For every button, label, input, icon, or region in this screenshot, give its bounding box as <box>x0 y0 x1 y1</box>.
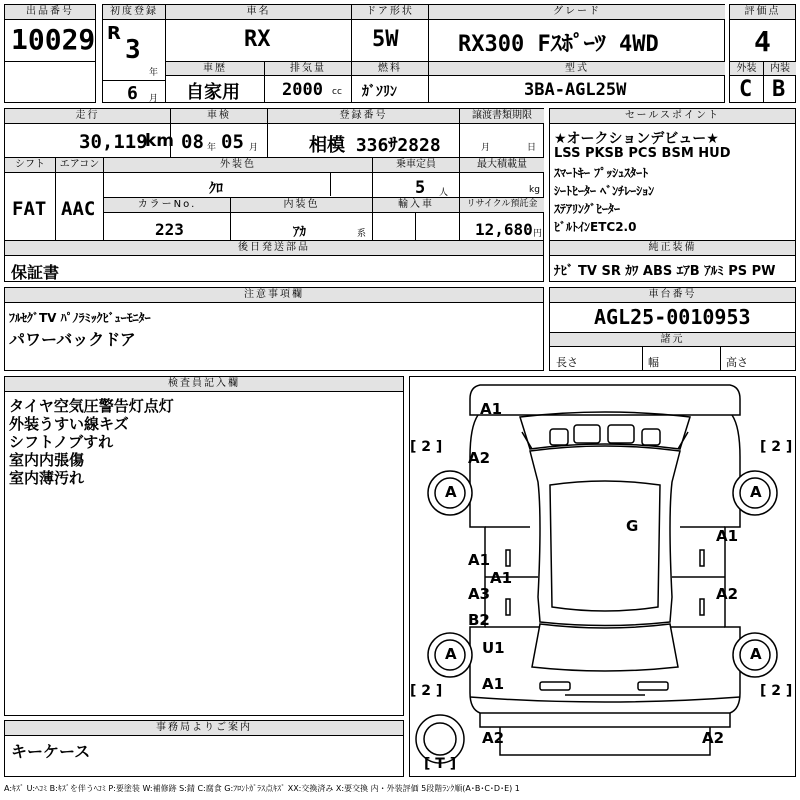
inspection-month-unit: 月 <box>249 143 259 153</box>
selling-point-line: ｽﾃｱﾘﾝｸﾞﾋｰﾀｰ <box>554 202 621 216</box>
car-details-box <box>165 61 725 103</box>
later-parts: 保証書 <box>11 263 60 282</box>
car-info-box <box>165 4 725 62</box>
mark-left-front-door: A1 <box>468 551 491 569</box>
max-load-header: 最大積載量 <box>460 158 544 173</box>
car-name-header: 車名 <box>166 5 351 20</box>
int-color-header: 内装色 <box>231 198 372 213</box>
door-type: 5W <box>372 27 399 52</box>
mark-left-rear-door: A3 <box>468 585 491 603</box>
fuel: ｶﾞｿﾘﾝ <box>362 84 397 100</box>
selling-point-line: ｽﾏｰﾄｷｰ ﾌﾟｯｼｭｽﾀｰﾄ <box>554 166 649 180</box>
transfer-header: 譲渡書類期限 <box>460 109 544 124</box>
mark-roof: G <box>626 517 639 535</box>
mark-right-rear-door: A2 <box>716 585 739 603</box>
selling-point-line: ﾋﾞﾙﾄｲﾝETC2.0 <box>554 220 637 234</box>
mark-left-front-door-b: A1 <box>490 569 513 587</box>
displacement: 2000 <box>282 80 323 100</box>
mileage-header: 走行 <box>5 109 170 124</box>
notes-header: 注意事項欄 <box>5 288 543 303</box>
mark-front-bumper: A1 <box>480 400 503 418</box>
model: 3BA-AGL25W <box>524 80 627 100</box>
mark-hood: A2 <box>468 449 491 467</box>
mark-left-u: U1 <box>482 639 505 657</box>
recycle: 12,680 <box>475 220 533 239</box>
inspector-header: 検査員記入欄 <box>5 377 403 392</box>
plate-header: 登録番号 <box>268 109 459 124</box>
mileage-unit: km <box>145 131 175 151</box>
inspection-year: 08 <box>181 131 204 153</box>
later-parts-box <box>4 240 544 282</box>
specs-header: 諸元 <box>550 333 795 347</box>
door-header: ドア形状 <box>352 5 428 20</box>
equipment-box <box>549 240 796 282</box>
recycle-unit: 円 <box>533 229 543 239</box>
era-letter: R <box>107 23 121 44</box>
lot-number-header: 出品番号 <box>5 5 95 20</box>
selling-points-box <box>549 108 796 241</box>
equipment: ﾅﾋﾞ TV SR ｶﾜ ABS ｴｱB ｱﾙﾐ PS PW <box>554 264 776 279</box>
int-color: ｱｶ <box>293 225 306 240</box>
grade: RX300 Fｽﾎﾟｰﾂ 4WD <box>458 32 659 57</box>
transfer-day-unit: 日 <box>527 143 537 153</box>
sub-score-box <box>729 61 796 103</box>
mark-rear-left: A2 <box>482 729 505 747</box>
history: 自家用 <box>186 82 240 103</box>
first-registration-year: 3 <box>125 35 141 65</box>
selling-point-line: ｼｰﾄﾋｰﾀｰ ﾍﾞﾝﾁﾚｰｼｮﾝ <box>554 184 655 198</box>
selling-point-line: ★オークションデビュー★ <box>554 131 719 147</box>
fuel-header: 燃料 <box>352 62 428 76</box>
office-box <box>4 720 404 777</box>
bracket-left-front: [ 2 ] <box>410 439 443 455</box>
history-header: 車歴 <box>166 62 264 76</box>
grade-header: グレード <box>429 5 725 20</box>
spec-height: 高さ <box>726 356 748 369</box>
exterior-score: C <box>739 77 753 102</box>
chassis-number: AGL25-0010953 <box>594 305 751 329</box>
interior-score-header: 内装 <box>764 62 796 76</box>
displacement-unit: cc <box>332 87 342 97</box>
mileage-box <box>4 108 544 158</box>
shift-header: シフト <box>5 158 55 173</box>
inspection-month: 05 <box>221 131 244 153</box>
displacement-header: 排気量 <box>265 62 351 76</box>
lot-number-extra <box>4 61 96 103</box>
year-unit: 年 <box>149 68 159 78</box>
office-header: 事務局よりご案内 <box>5 721 403 736</box>
equipment-header: 純正装備 <box>550 241 795 256</box>
first-registration-box <box>102 4 166 103</box>
spec-width: 幅 <box>648 356 659 369</box>
int-color-suffix: 系 <box>357 229 367 239</box>
lot-number-box <box>4 4 96 62</box>
shift: FAT <box>12 198 47 220</box>
first-registration-header: 初度登録 <box>103 5 165 20</box>
plate: 相模 336ｻ2828 <box>309 135 441 156</box>
bracket-right-rear: [ 2 ] <box>760 683 793 699</box>
capacity-unit: 人 <box>439 188 449 198</box>
notes-box <box>4 287 544 371</box>
mark-right-front-tire: A <box>750 483 762 501</box>
mark-left-rear-quarter: A1 <box>482 675 505 693</box>
mark-left-b: B2 <box>468 611 490 629</box>
inspector-line: 室内内張傷 <box>9 451 85 469</box>
model-header: 型式 <box>429 62 725 76</box>
lot-number: 10029 <box>11 23 96 56</box>
score-box <box>729 4 796 62</box>
mark-rear-right: A2 <box>702 729 725 747</box>
inspection-year-unit: 年 <box>207 143 217 153</box>
bracket-left-rear: [ 2 ] <box>410 683 443 699</box>
car-name: RX <box>244 27 271 52</box>
car-outline-diagram <box>410 377 797 778</box>
score: 4 <box>754 25 771 58</box>
mark-left-rear-tire: A <box>445 645 457 663</box>
exterior-score-header: 外装 <box>730 62 763 76</box>
inspector-line: 室内薄汚れ <box>9 469 85 487</box>
mark-right-front-door: A1 <box>716 527 739 545</box>
chassis-box <box>549 287 796 371</box>
selling-point-line: LSS PKSB PCS BSM HUD <box>554 146 731 161</box>
month-unit: 月 <box>149 94 159 104</box>
inspector-line: 外装うすい線キズ <box>9 415 129 433</box>
mark-right-rear-tire: A <box>750 645 762 663</box>
notes-line: パワーバックドア <box>9 330 136 349</box>
bracket-right-front: [ 2 ] <box>760 439 793 455</box>
mark-left-front-tire: A <box>445 483 457 501</box>
vehicle-detail-box <box>4 157 544 241</box>
score-header: 評価点 <box>730 5 795 20</box>
later-parts-header: 後日発送部品 <box>5 241 543 256</box>
recycle-header: リサイクル預託金 <box>460 198 544 213</box>
color-no: 223 <box>155 220 184 239</box>
selling-points-header: セールスポイント <box>550 109 795 124</box>
transfer-month-unit: 月 <box>481 143 491 153</box>
ac-header: エアコン <box>56 158 103 173</box>
import-header: 輸入車 <box>373 198 459 213</box>
first-registration-month: 6 <box>127 83 138 104</box>
max-load-unit: kg <box>529 185 540 195</box>
capacity-header: 乗車定員 <box>373 158 459 173</box>
ac: AAC <box>61 198 96 220</box>
color-no-header: カラーNo. <box>104 198 230 213</box>
damage-diagram-box <box>409 376 796 777</box>
legend: A:ｷｽﾞ U:ﾍｺﾐ B:ｷｽﾞを伴うﾍｺﾐ P:要塗装 W:補修跡 S:錆 C:腐食 G:ﾌﾛﾝﾄｶﾞﾗｽ点ｷｽﾞ XX:交換済み X:要交換 内・外装評価 5段階ﾗﾝｸ順(A･B･C･D･E) 1 <box>4 784 520 793</box>
spec-length: 長さ <box>556 356 578 369</box>
mileage: 30,119 <box>79 131 148 153</box>
capacity: 5 <box>415 178 426 198</box>
notes-line: ﾌﾙｾｸﾞTV ﾊﾟﾉﾗﾐｯｸﾋﾞｭｰﾓﾆﾀｰ <box>9 311 151 325</box>
chassis-header: 車台番号 <box>550 288 795 303</box>
ext-color-header: 外装色 <box>104 158 372 173</box>
inspection-header: 車検 <box>171 109 267 124</box>
inspector-line: タイヤ空気圧警告灯点灯 <box>9 397 174 415</box>
inspector-box <box>4 376 404 716</box>
inspector-line: シフトノブすれ <box>9 433 114 451</box>
interior-score: B <box>772 77 786 102</box>
office-note: キーケース <box>11 742 91 761</box>
ext-color: ｸﾛ <box>209 181 223 197</box>
bracket-spare: [ T ] <box>424 756 457 772</box>
